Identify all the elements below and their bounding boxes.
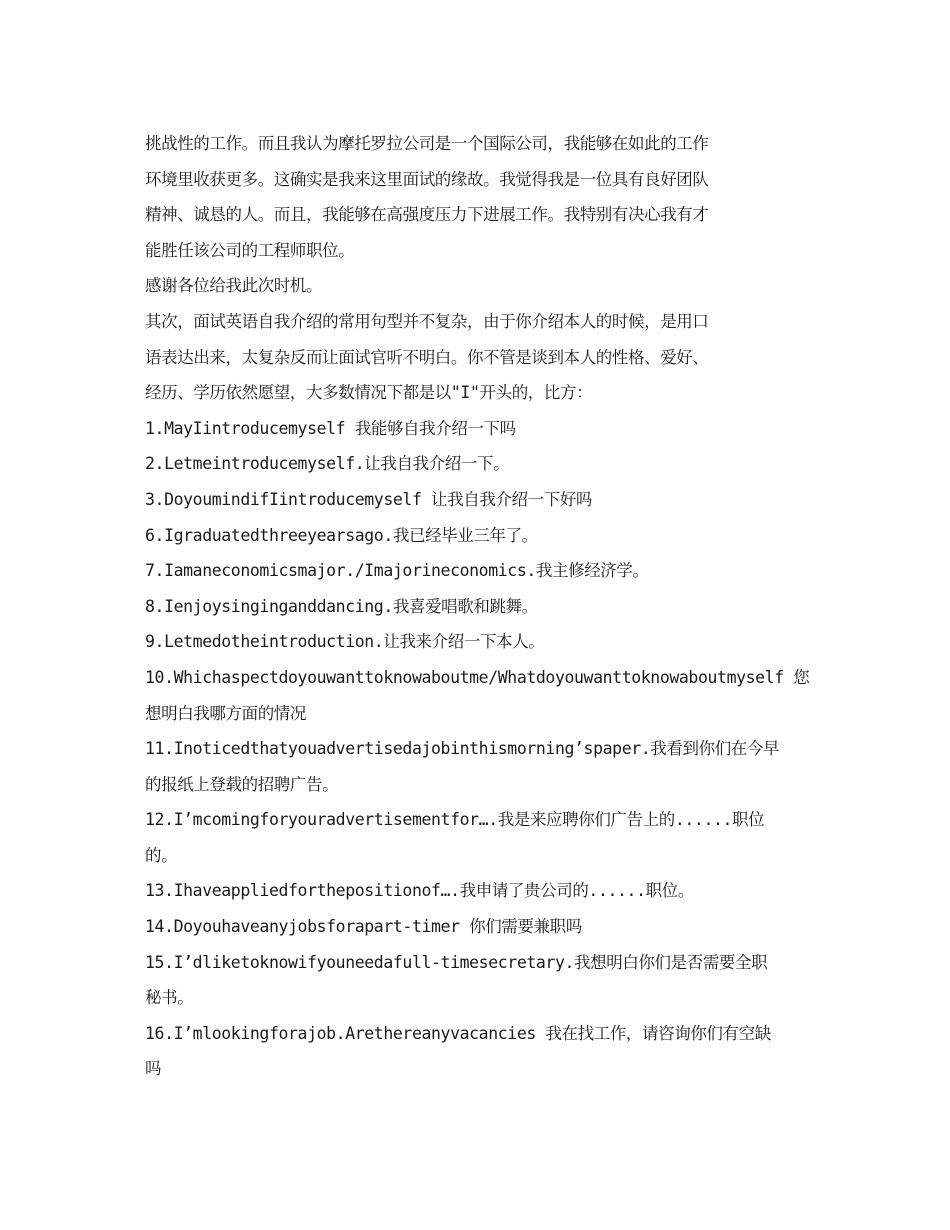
text-line: 能胜任该公司的工程师职位。 xyxy=(145,240,355,260)
list-item: 14.Doyouhaveanyjobsforapart-timer 你们需要兼职吗 xyxy=(145,917,582,937)
list-item: 3.DoyoumindifIintroducemyself 让我自我介绍一下好吗 xyxy=(145,489,593,509)
list-item: 2.Letmeintroducemyself.让我自我介绍一下。 xyxy=(145,454,510,474)
list-item: 8.Ienjoysinginganddancing.我喜爱唱歌和跳舞。 xyxy=(145,596,538,616)
list-item: 16.I’mlookingforajob.Arethereanyvacancies 我在找工作，请咨询你们有空缺 xyxy=(145,1023,771,1043)
text-line: 精神、诚恳的人。而且，我能够在高强度压力下进展工作。我特别有决心我有才 xyxy=(145,205,709,225)
text-line: 经历、学历依然愿望，大多数情况下都是以"I"开头的，比方： xyxy=(145,383,593,403)
list-item: 7.Iamaneconomicsmajor./Imajorineconomics.我主修经济学。 xyxy=(145,561,649,581)
list-item-continuation: 想明白我哪方面的情况 xyxy=(145,703,307,723)
text-line: 语表达出来，太复杂反而让面试官听不明白。你不管是谈到本人的性格、爱好、 xyxy=(145,347,709,367)
list-item-continuation: 的报纸上登载的招聘广告。 xyxy=(145,774,339,794)
text-line: 其次，面试英语自我介绍的常用句型并不复杂，由于你介绍本人的时候，是用口 xyxy=(145,311,709,331)
list-item: 1.MayIintroducemyself 我能够自我介绍一下吗 xyxy=(145,418,516,438)
text-line: 环境里收获更多。这确实是我来这里面试的缘故。我觉得我是一位具有良好团队 xyxy=(145,169,709,189)
list-item: 13.Ihaveappliedforthepositionof….我申请了贵公司的......职位。 xyxy=(145,881,694,901)
list-item-continuation: 的。 xyxy=(145,845,178,865)
list-item-continuation: 秘书。 xyxy=(145,988,194,1008)
list-item: 6.Igraduatedthreeyearsago.我已经毕业三年了。 xyxy=(145,525,538,545)
list-item: 12.I’mcomingforyouradvertisementfor….我是来应聘你们广告上的......职位 xyxy=(145,810,765,830)
list-item: 11.Inoticedthatyouadvertisedajobinthismorning’spaper.我看到你们在今早 xyxy=(145,739,780,759)
document-body xyxy=(145,126,810,1087)
list-item-continuation: 吗 xyxy=(145,1059,162,1079)
list-item: 15.I’dliketoknowifyouneedafull-timesecretary.我想明白你们是否需要全职 xyxy=(145,952,768,972)
list-item: 9.Letmedotheintroduction.让我来介绍一下本人。 xyxy=(145,632,545,652)
text-line: 挑战性的工作。而且我认为摩托罗拉公司是一个国际公司，我能够在如此的工作 xyxy=(145,134,709,153)
text-line: 感谢各位给我此次时机。 xyxy=(145,276,323,296)
list-item: 10.Whichaspectdoyouwanttoknowaboutme/Whatdoyouwanttoknowaboutmyself 您 xyxy=(145,667,810,687)
